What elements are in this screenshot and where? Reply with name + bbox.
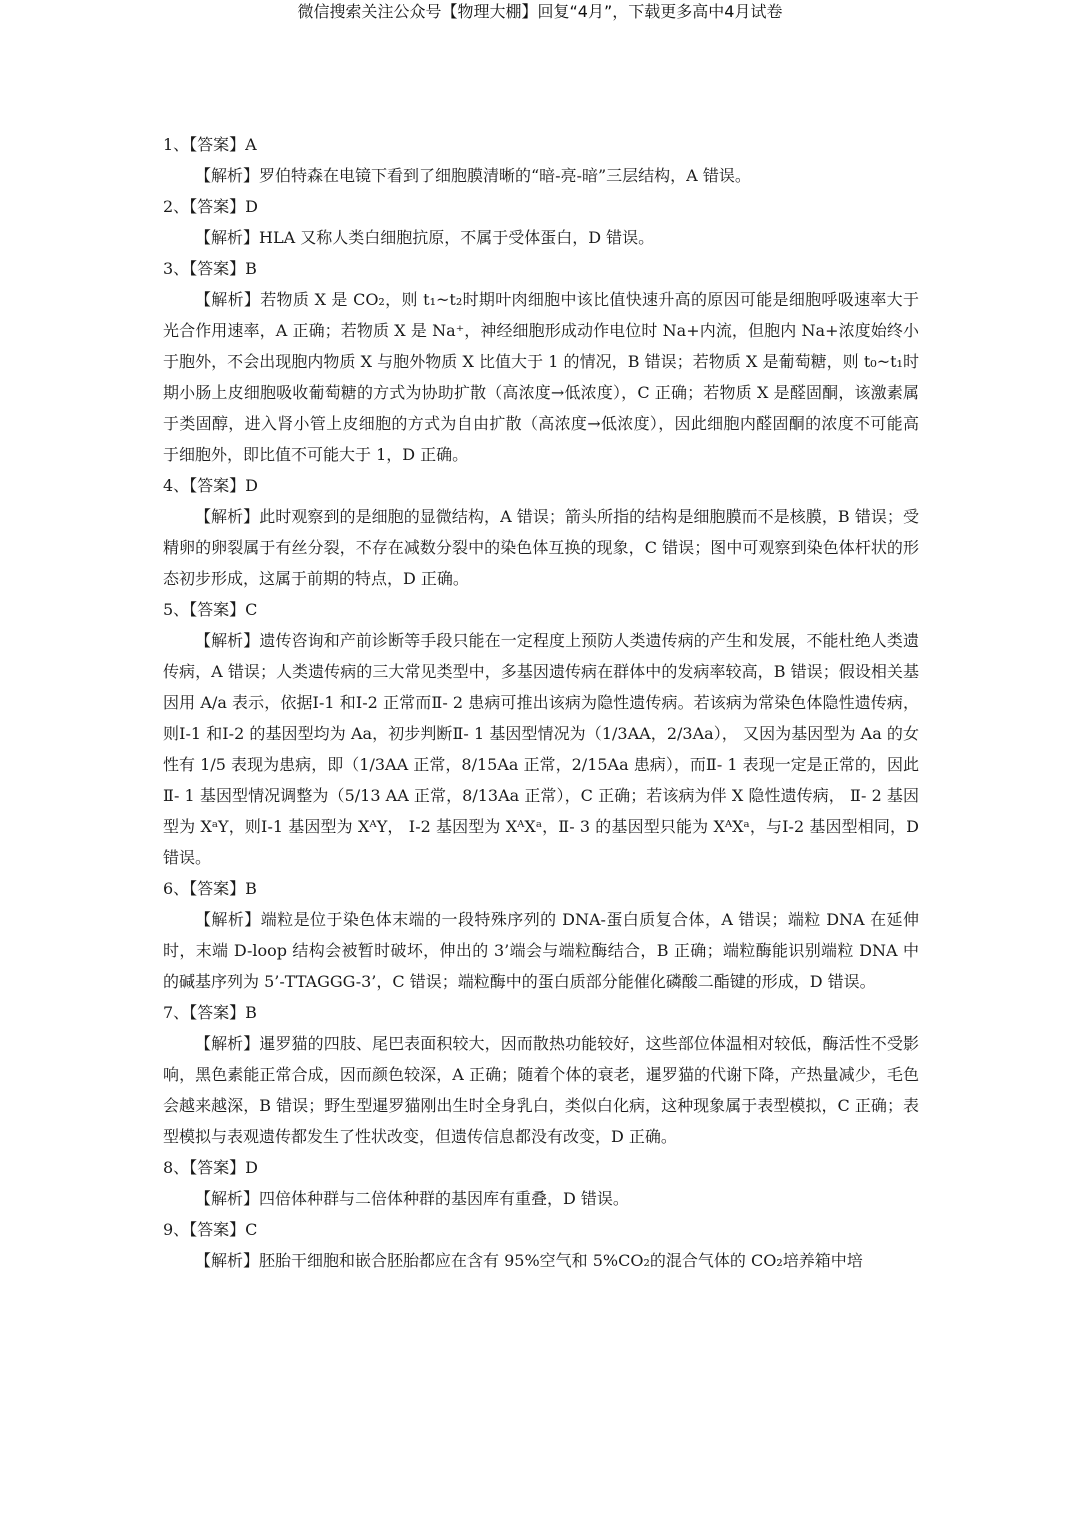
answer-item-7 — [163, 997, 919, 1152]
answer-item-4 — [163, 470, 919, 594]
answer-line: 1、【答案】A — [163, 135, 257, 154]
answer-line: 2、【答案】D — [163, 197, 259, 216]
analysis-text: 【解析】若物质 X 是 CO₂，则 t₁~t₂时期叶肉细胞中该比值快速升高的原因可能是细胞呼吸速率大于光合作用速率，A 正确；若物质 X 是 Na⁺，神经细胞形成动作电位时 Na+内流，但胞内 Na+浓度始终小于胞外，不会出现胞内物质 X 与胞外物质 X 比值大于 1 的情况，B 错误；若物质 X 是葡萄糖，则 t₀~t₁时期小肠上皮细胞吸收葡萄糖的方式为协助扩散（高浓度→低浓度），C 正确；若物质 X 是醛固酮，该激素属于类固醇，进入肾小管上皮细胞的方式为自由扩散（高浓度→低浓度），因此细胞内醛固酮的浓度不可能高于细胞外，即比值不可能大于 1，D 正确。 — [163, 290, 919, 464]
analysis-text: 【解析】HLA 又称人类白细胞抗原，不属于受体蛋白，D 错误。 — [195, 228, 655, 247]
answer-line: 9、【答案】C — [163, 1220, 258, 1239]
analysis-text: 【解析】四倍体种群与二倍体种群的基因库有重叠，D 错误。 — [195, 1189, 629, 1208]
answer-item-2 — [163, 191, 919, 253]
answer-item-3 — [163, 253, 919, 470]
analysis-text: 【解析】遗传咨询和产前诊断等手段只能在一定程度上预防人类遗传病的产生和发展，不能杜绝人类遗传病，A 错误；人类遗传病的三大常见类型中，多基因遗传病在群体中的发病率较高，B 错误；假设相关基因用 A/a 表示，依据Ⅰ-1 和Ⅰ-2 正常而Ⅱ- 2 患病可推出该病为隐性遗传病。若该病为常染色体隐性遗传病，则Ⅰ-1 和Ⅰ-2 的基因型均为 Aa，初步判断Ⅱ- 1 基因型情况为（1/3AA，2/3Aa）， 又因为基因型为 Aa 的女性有 1/5 表现为患病，即（1/3AA 正常，8/15Aa 正常，2/15Aa 患病），而Ⅱ- 1 表现一定是正常的，因此Ⅱ- 1 基因型情况调整为（5/13 AA 正常，8/13Aa 正常），C 正确；若该病为伴 X 隐性遗传病， Ⅱ- 2 基因型为 XᵃY，则Ⅰ-1 基因型为 XᴬY， Ⅰ-2 基因型为 XᴬXᵃ，Ⅱ- 3 的基因型只能为 XᴬXᵃ，与Ⅰ-2 基因型相同，D 错误。 — [163, 631, 919, 867]
answer-item-5 — [163, 594, 919, 873]
answer-item-9 — [163, 1214, 919, 1276]
answer-line: 8、【答案】D — [163, 1158, 259, 1177]
answer-item-6 — [163, 873, 919, 997]
answer-item-1 — [163, 129, 919, 191]
answer-item-8 — [163, 1152, 919, 1214]
answer-line: 7、【答案】B — [163, 1003, 257, 1022]
answer-line: 3、【答案】B — [163, 259, 257, 278]
answer-line: 5、【答案】C — [163, 600, 258, 619]
analysis-text: 【解析】暹罗猫的四肢、尾巴表面积较大，因而散热功能较好，这些部位体温相对较低，酶活性不受影响，黑色素能正常合成，因而颜色较深，A 正确；随着个体的衰老，暹罗猫的代谢下降，产热量减少，毛色会越来越深，B 错误；野生型暹罗猫刚出生时全身乳白，类似白化病，这种现象属于表型模拟，C 正确；表型模拟与表观遗传都发生了性状改变，但遗传信息都没有改变，D 正确。 — [163, 1034, 919, 1146]
answer-line: 4、【答案】D — [163, 476, 259, 495]
analysis-text: 【解析】胚胎干细胞和嵌合胚胎都应在含有 95%空气和 5%CO₂的混合气体的 CO₂培养箱中培 — [195, 1251, 863, 1270]
answer-key-content — [163, 129, 919, 1276]
top-banner — [0, 0, 1080, 26]
banner-text: 微信搜索关注公众号【物理大棚】回复“4月”，下载更多高中4月试卷 — [297, 2, 783, 21]
answer-line: 6、【答案】B — [163, 879, 257, 898]
analysis-text: 【解析】罗伯特森在电镜下看到了细胞膜清晰的“暗-亮-暗”三层结构，A 错误。 — [195, 166, 751, 185]
analysis-text: 【解析】此时观察到的是细胞的显微结构，A 错误；箭头所指的结构是细胞膜而不是核膜，B 错误；受精卵的卵裂属于有丝分裂，不存在减数分裂中的染色体互换的现象，C 错误；图中可观察到染色体杆状的形态初步形成，这属于前期的特点，D 正确。 — [163, 507, 919, 588]
analysis-text: 【解析】端粒是位于染色体末端的一段特殊序列的 DNA-蛋白质复合体，A 错误；端粒 DNA 在延伸时，末端 D-loop 结构会被暂时破坏，伸出的 3’端会与端粒酶结合，B 正确；端粒酶能识别端粒 DNA 中的碱基序列为 5’-TTAGGG-3’，C 错误；端粒酶中的蛋白质部分能催化磷酸二酯键的形成，D 错误。 — [163, 910, 919, 991]
